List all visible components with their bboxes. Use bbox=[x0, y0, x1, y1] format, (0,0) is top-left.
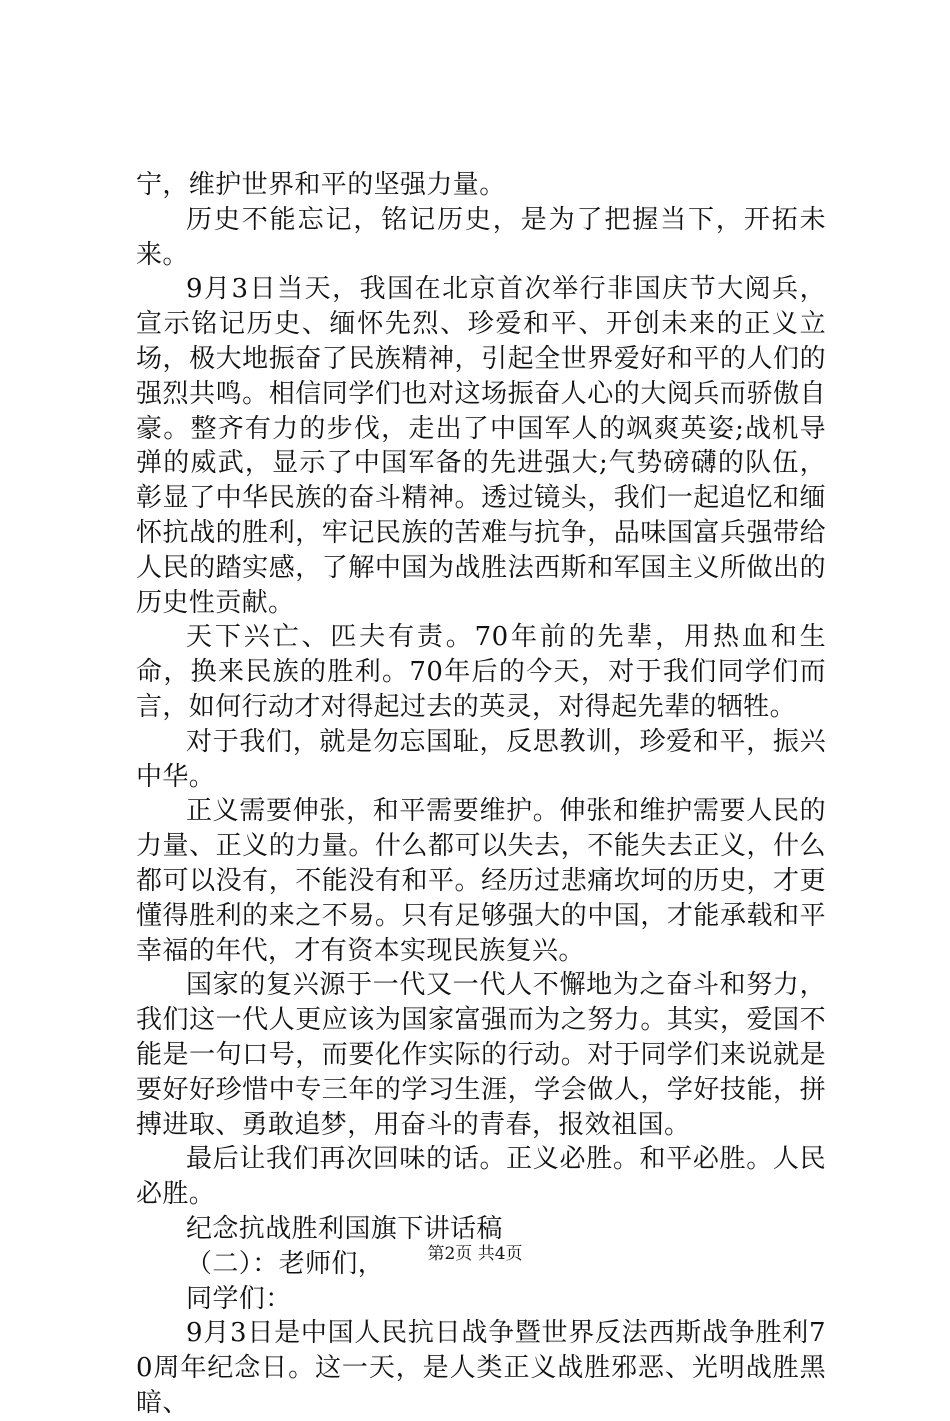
paragraph-5: 对于我们，就是勿忘国耻，反思教训，珍爱和平，振兴中华。 bbox=[136, 726, 826, 792]
salutation-1: （二）：老师们， bbox=[186, 1248, 385, 1279]
paragraph-2: 历史不能忘记，铭记历史，是为了把握当下，开拓未来。 bbox=[136, 204, 826, 270]
section-title: 纪念抗战胜利国旗下讲话稿 bbox=[186, 1213, 503, 1244]
page-number-label: 第2页 共4页 bbox=[427, 1244, 523, 1264]
paragraph-9: 9月3日是中国人民抗日战争暨世界反法西斯战争胜利70周年纪念日。这一天，是人类正义战胜邪恶、光明战胜黑暗、 bbox=[136, 1318, 826, 1418]
page-footer bbox=[0, 1243, 950, 1265]
paragraph-3: 9月3日当天，我国在北京首次举行非国庆节大阅兵，宣示铭记历史、缅怀先烈、珍爱和平、开创未来的正义立场，极大地振奋了民族精神，引起全世界爱好和平的人们的强烈共鸣。相信同学们也对这场振奋人心的大阅兵而骄傲自豪。整齐有力的步伐，走出了中国军人的飒爽英姿;战机导弹的威武，显示了中国军备的先进强大;气势磅礴的队伍，彰显了中华民族的奋斗精神。透过镜头，我们一起追忆和缅怀抗战的胜利，牢记民族的苦难与抗争，品味国富兵强带给人民的踏实感，了解中国为战胜法西斯和军国主义所做出的历史性贡献。 bbox=[136, 274, 826, 618]
salutation-2: 同学们： bbox=[186, 1283, 292, 1314]
paragraph-7: 国家的复兴源于一代又一代人不懈地为之奋斗和努力，我们这一代人更应该为国家富强而为之努力。其实，爱国不能是一句口号，而要化作实际的行动。对于同学们来说就是要好好珍惜中专三年的学习生涯，学会做人，学好技能，拼搏进取、勇敢追梦，用奋斗的青春，报效祖国。 bbox=[136, 970, 826, 1140]
document-body bbox=[136, 168, 826, 1421]
paragraph-8: 最后让我们再次回味的话。正义必胜。和平必胜。人民必胜。 bbox=[136, 1144, 826, 1210]
paragraph-4: 天下兴亡、匹夫有责。70年前的先辈，用热血和生命，换来民族的胜利。70年后的今天，对于我们同学们而言，如何行动才对得起过去的英灵，对得起先辈的牺牲。 bbox=[136, 622, 826, 722]
paragraph-6: 正义需要伸张，和平需要维护。伸张和维护需要人民的力量、正义的力量。什么都可以失去，不能失去正义，什么都可以没有，不能没有和平。经历过悲痛坎坷的历史，才更懂得胜利的来之不易。只有足够强大的中国，才能承载和平幸福的年代，才有资本实现民族复兴。 bbox=[136, 796, 826, 966]
paragraph-1: 宁，维护世界和平的坚强力量。 bbox=[136, 170, 506, 200]
